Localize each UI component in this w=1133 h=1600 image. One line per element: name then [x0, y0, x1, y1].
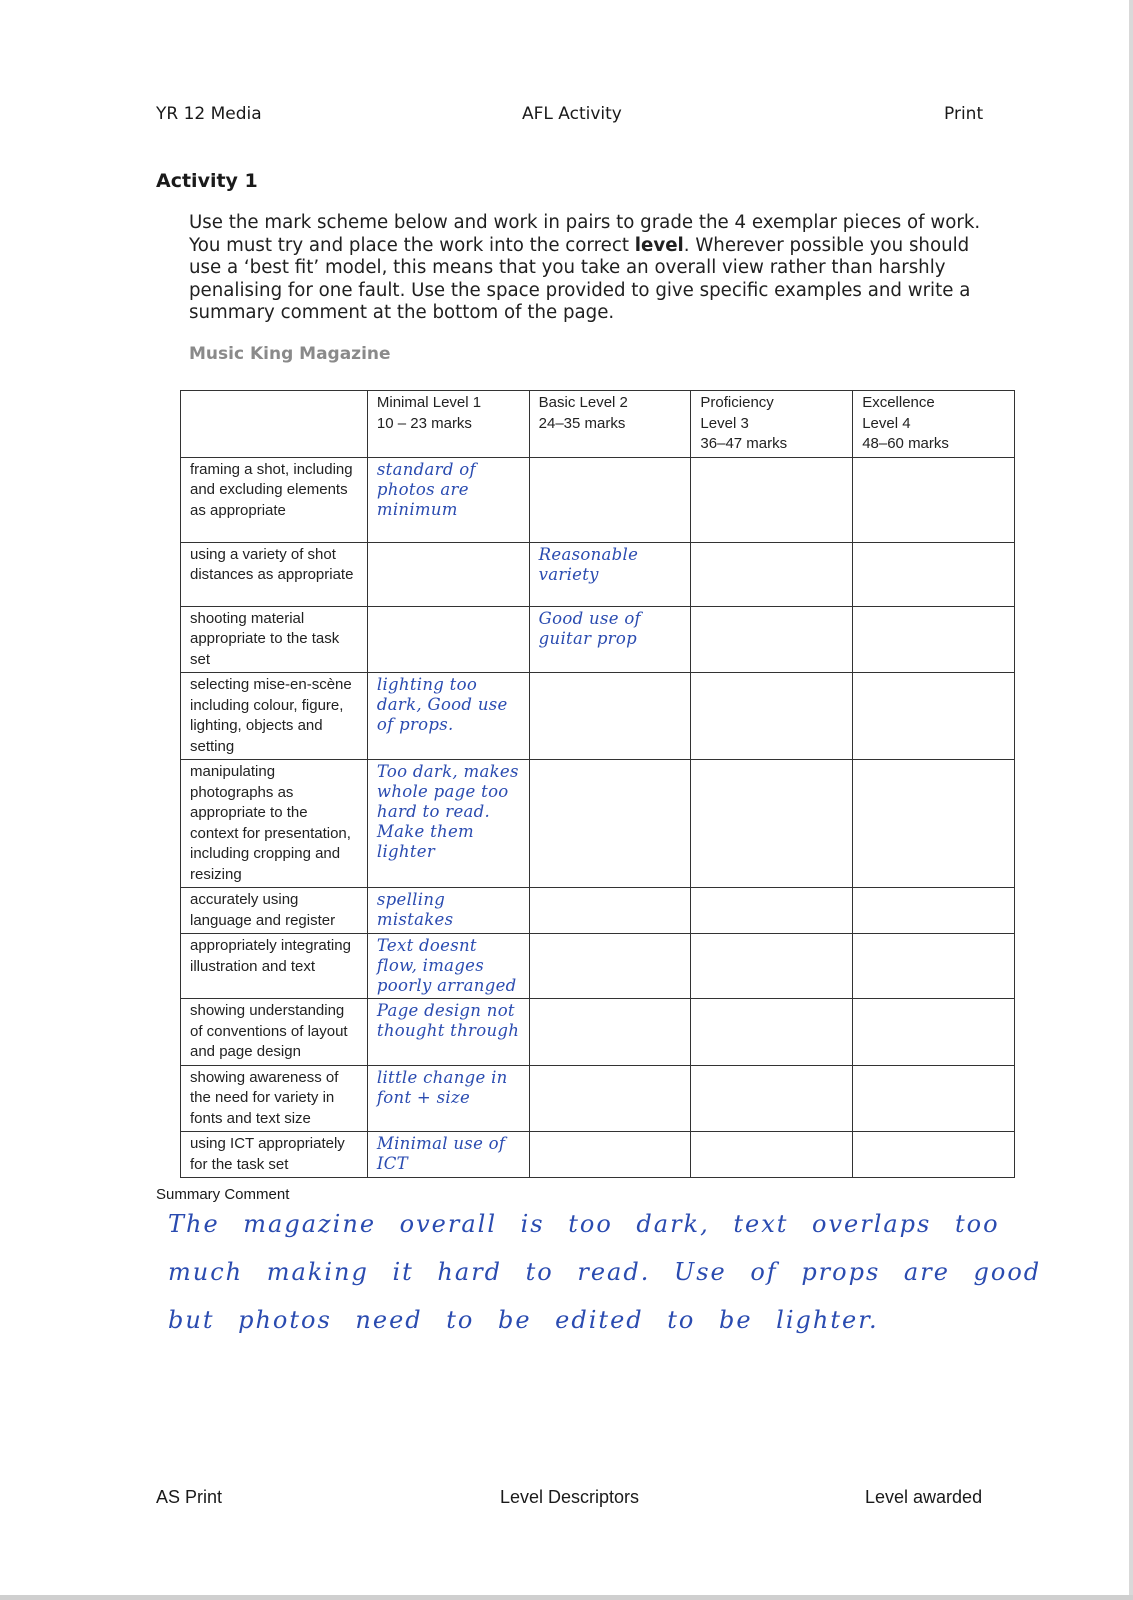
level-4-cell — [853, 1132, 1015, 1178]
level-3-cell — [691, 673, 853, 760]
level-2-cell — [529, 1132, 691, 1178]
activity-title: Activity 1 — [156, 170, 258, 192]
handwritten-note: Reasonable variety — [538, 544, 639, 584]
level-2-cell — [529, 542, 691, 606]
summary-label: Summary Comment — [156, 1186, 290, 1203]
level-4-cell — [853, 1065, 1015, 1132]
level-4-cell — [853, 760, 1015, 888]
criterion-cell: showing understanding of conventions of layout and page design — [181, 999, 368, 1066]
header-level-4-marks: 48–60 marks — [862, 435, 949, 452]
criterion-cell: using ICT appropriately for the task set — [181, 1132, 368, 1178]
scan-edge — [1129, 0, 1133, 1600]
table-row — [181, 760, 1015, 888]
header-level-2-name: Basic Level 2 — [538, 394, 628, 411]
level-2-cell — [529, 457, 691, 542]
level-3-cell — [691, 542, 853, 606]
table-row — [181, 888, 1015, 934]
instructions — [189, 212, 989, 325]
level-1-cell — [367, 542, 529, 606]
level-4-cell — [853, 999, 1015, 1066]
criterion-cell: framing a shot, including and excluding elements as appropriate — [181, 457, 368, 542]
level-3-cell — [691, 934, 853, 999]
footer-right: Level awarded — [865, 1487, 983, 1507]
level-2-cell — [529, 934, 691, 999]
scan-bottom-edge — [0, 1595, 1133, 1600]
header-level-3 — [691, 391, 853, 458]
header-level-1-name: Minimal Level 1 — [376, 394, 482, 411]
summary-comment: The magazine overall is too dark, text overlaps too much making it hard to read. Use of props are good but photos need to be edited to be lighter. — [168, 1210, 1042, 1334]
instructions-text-2: . Wherever possible you should use a ‘best fit’ model, this means that you take an overall view rather than harshly penalising for one fault. Use the space provided to give specific examples and write a summary comment at the bottom of the page. — [189, 234, 971, 323]
header-level-4-name: Excellence — [862, 394, 935, 411]
level-1-cell — [367, 1132, 529, 1178]
level-1-cell — [367, 760, 529, 888]
level-3-cell — [691, 999, 853, 1066]
level-4-cell — [853, 457, 1015, 542]
instructions-text-1: Use the mark scheme below and work in pairs to grade the 4 exemplar pieces of work. You must try and place the work into the correct — [189, 212, 981, 256]
magazine-title: Music King Magazine — [189, 344, 391, 364]
criterion-cell: appropriately integrating illustration and text — [181, 934, 368, 999]
level-2-cell — [529, 760, 691, 888]
header-right: Print — [944, 104, 984, 124]
level-1-cell — [367, 1065, 529, 1132]
level-3-cell — [691, 888, 853, 934]
level-1-cell — [367, 606, 529, 673]
level-4-cell — [853, 888, 1015, 934]
handwritten-note: little change in font + size — [376, 1067, 508, 1107]
handwritten-note: Too dark, makes whole page too hard to read. Make them lighter — [376, 762, 519, 861]
level-3-cell — [691, 1065, 853, 1132]
table-row — [181, 673, 1015, 760]
header-center: AFL Activity — [522, 104, 622, 124]
handwritten-note: Good use of guitar prop — [538, 608, 641, 648]
criterion-cell: manipulating photographs as appropriate to the context for presentation, including cropping and resizing — [181, 760, 368, 888]
header-left: YR 12 Media — [156, 104, 262, 124]
level-4-cell — [853, 934, 1015, 999]
level-2-cell — [529, 888, 691, 934]
instructions-bold: level — [634, 234, 684, 256]
level-4-cell — [853, 673, 1015, 760]
criterion-cell: showing awareness of the need for variety in fonts and text size — [181, 1065, 368, 1132]
header-level-3-marks: 36–47 marks — [700, 435, 788, 452]
level-3-cell — [691, 457, 853, 542]
table-row — [181, 999, 1015, 1066]
header-level-3-level: Level 3 — [700, 414, 749, 432]
level-1-cell — [367, 888, 529, 934]
handwritten-note: Minimal use of ICT — [376, 1134, 506, 1173]
level-2-cell — [529, 673, 691, 760]
level-2-cell — [529, 999, 691, 1066]
table-row — [181, 542, 1015, 606]
header-level-2-marks: 24–35 marks — [538, 414, 626, 432]
level-3-cell — [691, 760, 853, 888]
handwritten-note: lighting too dark, Good use of props. — [376, 675, 508, 734]
table-header-row — [181, 391, 1015, 458]
mark-scheme-table — [180, 390, 1015, 1178]
handwritten-note: Text doesnt flow, images poorly arranged — [376, 936, 517, 995]
footer-center: Level Descriptors — [500, 1487, 640, 1507]
criterion-cell: shooting material appropriate to the task set — [181, 606, 368, 673]
level-4-cell — [853, 542, 1015, 606]
table-row — [181, 606, 1015, 673]
handwritten-note: standard of photos are minimum — [376, 459, 476, 519]
handwritten-note: spelling mistakes — [376, 890, 454, 929]
level-1-cell — [367, 457, 529, 542]
level-2-cell — [529, 1065, 691, 1132]
handwritten-note: Page design not thought through — [376, 1001, 520, 1040]
header-level-4-level: Level 4 — [862, 414, 911, 432]
table-row — [181, 1132, 1015, 1178]
level-4-cell — [853, 606, 1015, 673]
footer-left: AS Print — [156, 1487, 223, 1507]
header-level-4 — [853, 391, 1015, 458]
table-row — [181, 1065, 1015, 1132]
level-1-cell — [367, 673, 529, 760]
level-1-cell — [367, 999, 529, 1066]
level-2-cell — [529, 606, 691, 673]
table-row — [181, 934, 1015, 999]
header-level-1 — [367, 391, 529, 458]
level-3-cell — [691, 606, 853, 673]
level-1-cell — [367, 934, 529, 999]
table-row — [181, 457, 1015, 542]
criterion-cell: accurately using language and register — [181, 888, 368, 934]
criterion-cell: selecting mise-en-scène including colour, figure, lighting, objects and setting — [181, 673, 368, 760]
header-level-1-marks: 10 – 23 marks — [376, 414, 472, 432]
header-level-2 — [529, 391, 691, 458]
header-cell-empty — [181, 391, 368, 458]
level-3-cell — [691, 1132, 853, 1178]
criterion-cell: using a variety of shot distances as appropriate — [181, 542, 368, 606]
header-level-3-name: Proficiency — [700, 394, 774, 411]
